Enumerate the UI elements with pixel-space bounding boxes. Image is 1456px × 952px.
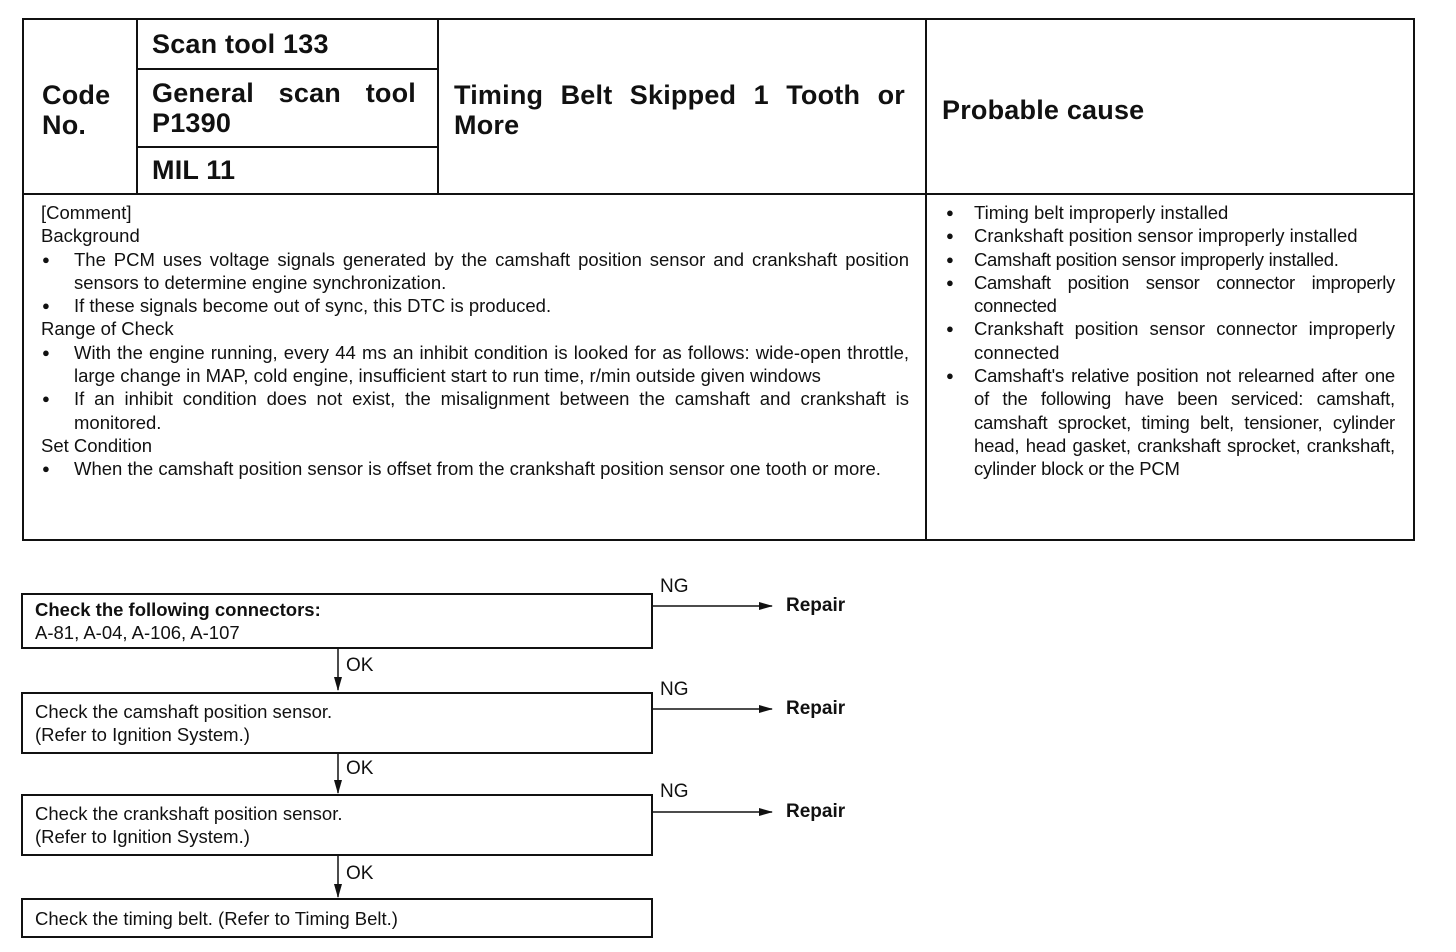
repair-label: Repair (786, 595, 846, 616)
step-text: Check the timing belt. (Refer to Timing Belt.) (35, 908, 398, 929)
step-reference: (Refer to Ignition System.) (35, 826, 250, 847)
repair-label: Repair (786, 698, 846, 719)
set-condition-heading: Set Condition (41, 434, 153, 456)
ng-label: NG (660, 679, 689, 700)
connector-list: A-81, A-04, A-106, A-107 (35, 622, 240, 643)
dtc-title: Timing Belt Skipped 1 Tooth or More (454, 80, 905, 140)
check-timing-belt-step (21, 898, 653, 938)
general-scan-tool-code: General scan tool P1390 (152, 78, 416, 138)
step-text: Check the crankshaft position sensor. (35, 803, 343, 824)
cause-item: ● Crankshaft position sensor improperly installed (940, 224, 1395, 247)
code-no-label: Code No. (42, 80, 111, 140)
step-reference: (Refer to Ignition System.) (35, 724, 250, 745)
range-of-check-heading: Range of Check (41, 318, 174, 340)
probable-cause-label: Probable cause (942, 95, 1145, 125)
comment-label: [Comment] (41, 202, 132, 223)
background-heading: Background (41, 225, 140, 247)
scan-tool-code: Scan tool 133 (152, 29, 329, 59)
ok-label: OK (346, 758, 374, 779)
list-item: ● If an inhibit condition does not exist, the misalignment between the camshaft and crankshaft is monitored. (41, 387, 909, 434)
mil-code: MIL 11 (152, 155, 236, 185)
list-item: ● With the engine running, every 44 ms an inhibit condition is looked for as follows: wide-open throttle, large change in MAP, cold engine, insufficient start to run time, r/min outside given windows (41, 341, 909, 388)
check-connectors-step (21, 593, 653, 649)
step-text: Check the camshaft position sensor. (35, 701, 333, 722)
list-item: ● If these signals become out of sync, this DTC is produced. (41, 294, 909, 317)
list-item: ● When the camshaft position sensor is offset from the crankshaft position sensor one tooth or more. (41, 457, 909, 480)
ng-label: NG (660, 576, 689, 597)
cause-item: ● Timing belt improperly installed (940, 201, 1395, 224)
cause-item: ● Crankshaft position sensor connector improperly connected (940, 317, 1395, 364)
step-title: Check the following connectors: (35, 599, 321, 620)
check-camshaft-sensor-step (21, 692, 653, 754)
ok-label: OK (346, 655, 374, 676)
cause-item: ● Camshaft's relative position not relearned after one of the following have been serviced: camshaft, camshaft sprocket, timing belt, tensioner, cylinder head, head gasket, crankshaft sprocket, crankshaft, cylinder block or the PCM (940, 364, 1395, 480)
ng-label: NG (660, 781, 689, 802)
list-item: ● The PCM uses voltage signals generated by the camshaft position sensor and crankshaft position sensors to determine engine synchronization. (41, 248, 909, 295)
cause-item: ● Camshaft position sensor connector improperly connected (940, 271, 1395, 318)
repair-label: Repair (786, 801, 846, 822)
check-crankshaft-sensor-step (21, 794, 653, 856)
cause-item: ● Camshaft position sensor improperly installed. (940, 248, 1395, 271)
ok-label: OK (346, 863, 374, 884)
